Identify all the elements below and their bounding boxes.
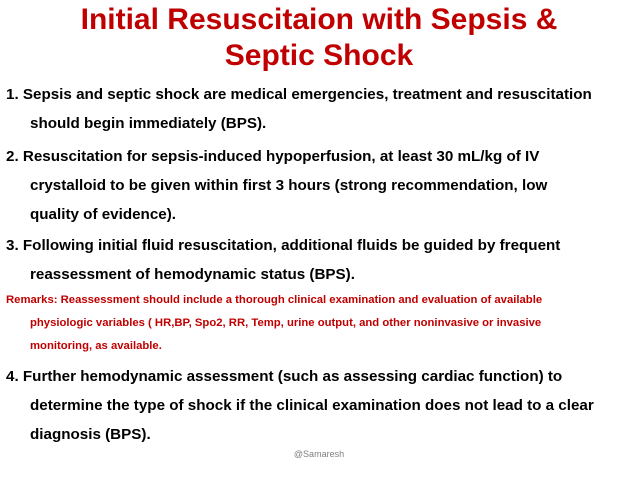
remark-line-3: monitoring, as available. (30, 340, 162, 352)
point-1-line-1: 1. Sepsis and septic shock are medical emergencies, treatment and resuscitation (6, 86, 592, 103)
point-3 (6, 231, 632, 289)
point-1 (6, 80, 632, 138)
footer-credit: @Samaresh (293, 449, 345, 459)
slide-title (0, 2, 638, 74)
point-4-line-3: diagnosis (BPS). (30, 426, 151, 443)
remark-line-1: Remarks: Reassessment should include a thorough clinical examination and evaluation of available (6, 294, 543, 306)
point-3-line-1: 3. Following initial fluid resuscitation, additional fluids be guided by frequent (6, 237, 561, 254)
point-2-line-3: quality of evidence). (30, 206, 177, 223)
point-2-line-2: crystalloid to be given within first 3 hours (strong recommendation, low (30, 177, 548, 194)
point-1-line-2: should begin immediately (BPS). (30, 115, 267, 132)
point-4-line-2: determine the type of shock if the clinical examination does not lead to a clear (30, 397, 594, 414)
point-2 (6, 142, 632, 229)
point-4 (6, 362, 632, 449)
slide-title-line-2: Septic Shock (224, 39, 414, 72)
remark-line-2: physiologic variables ( HR,BP, Spo2, RR, Temp, urine output, and other noninvasive or invasive (30, 317, 542, 329)
point-3-line-2: reassessment of hemodynamic status (BPS). (30, 266, 355, 283)
remark-block (6, 289, 632, 358)
point-2-line-1: 2. Resuscitation for sepsis-induced hypoperfusion, at least 30 mL/kg of IV (6, 148, 540, 165)
point-4-line-1: 4. Further hemodynamic assessment (such as assessing cardiac function) to (6, 368, 563, 385)
slide-title-line-1: Initial Resuscitaion with Sepsis & (80, 3, 558, 36)
